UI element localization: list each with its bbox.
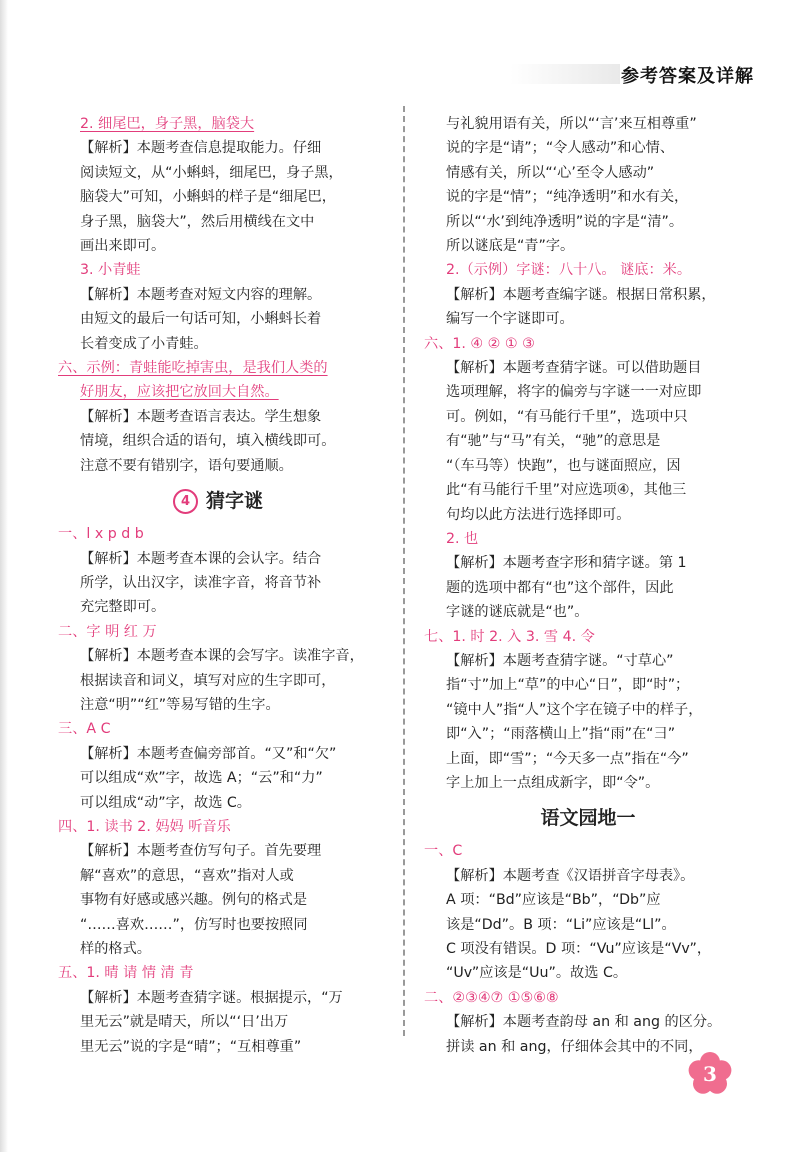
right-column (424, 112, 752, 1059)
text-line: 情感有关，所以“‘心’至令人感动” (446, 164, 655, 181)
page-edge-shadow (0, 0, 8, 1152)
answer-line (58, 522, 378, 546)
answer-line (58, 620, 378, 644)
answer-text: 一、l x p d b (58, 526, 144, 543)
explanation-paragraph (424, 864, 752, 986)
text-line: 指“寸”加上“草”的中心“日”，即“时”； (446, 677, 690, 694)
text-line: 所以“‘水’到纯净透明”说的字是“清”。 (446, 213, 684, 230)
text-line: 题的选项中都有“也”这个部件，因此 (446, 579, 674, 596)
text-line: 【解析】本题考查仿写句子。首先要理 (80, 843, 322, 860)
text-line: 长着变成了小青蛙。 (80, 335, 208, 352)
lesson-number-badge: 4 (173, 489, 198, 514)
text-line: 【解析】本题考查本课的会写字。读准字音， (80, 648, 364, 665)
explanation-paragraph (58, 986, 378, 1059)
text-line: 里无云”就是晴天，所以“‘日’出万 (80, 1014, 289, 1031)
text-line: 画出来即可。 (80, 238, 166, 255)
explanation-paragraph (58, 136, 378, 258)
answer-line (58, 961, 378, 985)
text-line: 【解析】本题考查信息提取能力。仔细 (80, 140, 322, 157)
answer-text: 2. 也 (446, 530, 479, 547)
answer-text: 六、示例：青蛙能吃掉害虫，是我们人类的 (58, 360, 328, 377)
text-line: 身子黑，脑袋大”，然后用横线在文中 (80, 213, 315, 230)
text-line: “（车马等）快跑”，也与谜面照应，因 (446, 457, 681, 474)
answer-text: 一、C (424, 843, 463, 860)
text-line: 上面，即“雪”；“今天多一点”指在“今” (446, 750, 689, 767)
section-heading (58, 488, 378, 514)
answer-text: 三、A C (58, 721, 111, 738)
answer-line (424, 986, 752, 1010)
answer-text: 四、1. 读书 2. 妈妈 听音乐 (58, 818, 231, 835)
explanation-paragraph (424, 112, 752, 258)
explanation-paragraph (58, 644, 378, 717)
text-line: 样的格式。 (80, 941, 151, 957)
text-line: 【解析】本题考查本课的会认字。结合 (80, 550, 322, 567)
text-line: 说的字是“情”；“纯净透明”和水有关， (446, 189, 689, 206)
answer-line (424, 625, 752, 649)
text-line: 【解析】本题考查韵母 an 和 ang 的区分。 (446, 1014, 722, 1031)
explanation-paragraph (58, 405, 378, 478)
text-line: 脑袋大”可知，小蝌蚪的样子是“细尾巴， (80, 189, 336, 206)
text-line: 【解析】本题考查猜字谜。“寸草心” (446, 652, 674, 669)
answer-line (424, 527, 752, 551)
text-line: “Uv”应该是“Uu”。故选 C。 (446, 965, 628, 982)
text-line: 【解析】本题考查猜字谜。根据提示，“万 (80, 989, 343, 1006)
text-line: “镜中人”指“人”这个字在镜子中的样子， (446, 701, 703, 718)
explanation-paragraph (424, 649, 752, 795)
section-heading (424, 805, 752, 831)
text-line: 里无云”说的字是“晴”；“互相尊重” (80, 1038, 302, 1055)
answer-line (58, 112, 378, 136)
text-line: 【解析】本题考查《汉语拼音字母表》。 (446, 867, 695, 884)
answer-line (58, 717, 378, 741)
text-line: 【解析】本题考查编字谜。根据日常积累， (446, 286, 716, 303)
header-decoration (510, 64, 620, 84)
text-line: 【解析】本题考查对短文内容的理解。 (80, 286, 322, 303)
answer-text: 五、1. 晴 请 情 清 青 (58, 965, 194, 982)
text-line: 选项理解，将字的偏旁与字谜一一对应即 (446, 384, 702, 401)
explanation-paragraph (424, 356, 752, 527)
answer-line (424, 839, 752, 863)
answer-text: 二、字 明 红 万 (58, 623, 157, 640)
text-line: 与礼貌用语有关，所以“‘言’来互相尊重” (446, 116, 697, 132)
text-line: 【解析】本题考查偏旁部首。“又”和“欠” (80, 745, 337, 762)
answer-line (58, 815, 378, 839)
text-line: 即“入”；“雨落横山上”指“雨”在“彐” (446, 726, 676, 743)
text-line: 该是“Dd”。B 项：“Li”应该是“Ll”。 (446, 916, 676, 933)
text-line: 拼读 an 和 ang，仔细体会其中的不同， (446, 1038, 703, 1055)
text-line: 此“有马能行千里”对应选项④，其他三 (446, 482, 687, 499)
text-line: 【解析】本题考查猜字谜。可以借助题目 (446, 360, 702, 377)
text-line: A 项：“Bd”应该是“Bb”，“Db”应 (446, 892, 661, 909)
explanation-paragraph (424, 551, 752, 624)
text-line: “……喜欢……”，仿写时也要按照同 (80, 916, 308, 933)
page-number: 3 (703, 1062, 717, 1086)
explanation-paragraph (58, 283, 378, 356)
answer-text: 2. 细尾巴，身子黑，脑袋大 (80, 116, 255, 132)
text-line: 事物有好感或感兴趣。例句的格式是 (80, 892, 308, 909)
answer-text: 二、②③④⑦ ①⑤⑥⑧ (424, 989, 559, 1006)
answer-text: 好朋友，应该把它放回大自然。 (80, 384, 279, 401)
explanation-paragraph (424, 283, 752, 332)
text-line: 可以组成“动”字，故选 C。 (80, 794, 251, 811)
text-line: 根据读音和词义，填写对应的生字即可， (80, 672, 336, 689)
answer-text: 七、1. 时 2. 入 3. 雪 4. 令 (424, 628, 595, 645)
answer-text: 3. 小青蛙 (80, 262, 141, 279)
text-line: 可。例如，“有马能行千里”，选项中只 (446, 408, 688, 425)
header-title: 参考答案及详解 (621, 66, 754, 87)
text-line: 【解析】本题考查字形和猜字谜。第 1 (446, 555, 687, 572)
text-line: 有“驰”与“马”有关，“驰”的意思是 (446, 433, 661, 450)
text-line: 所学，认出汉字，读准字音，将音节补 (80, 574, 322, 591)
answer-line (424, 258, 752, 282)
text-line: 【解析】本题考查语言表达。学生想象 (80, 408, 322, 425)
section-heading-text: 猜字谜 (205, 490, 263, 513)
text-line: 情境，组织合适的语句，填入横线即可。 (80, 433, 336, 450)
column-divider (403, 106, 405, 1036)
text-line: 所以谜底是“青”字。 (446, 238, 575, 255)
text-line: 解“喜欢”的意思，“喜欢”指对人或 (80, 867, 294, 884)
text-line: 编写一个字谜即可。 (446, 311, 574, 328)
answer-text: 六、1. ④ ② ① ③ (424, 335, 535, 352)
text-line: 字上加上一点组成新字，即“令”。 (446, 774, 660, 791)
explanation-paragraph (58, 839, 378, 961)
text-line: 阅读短文，从“小蝌蚪，细尾巴，身子黑， (80, 164, 343, 181)
explanation-paragraph (58, 742, 378, 815)
answer-line (58, 356, 378, 380)
section-heading-text: 语文园地一 (540, 807, 636, 830)
text-line: 由短文的最后一句话可知，小蝌蚪长着 (80, 311, 322, 328)
text-line: 注意不要有错别字，语句要通顺。 (80, 457, 293, 474)
text-line: 注意“明”“红”等易写错的生字。 (80, 696, 280, 713)
answer-line (58, 258, 378, 282)
explanation-paragraph (58, 547, 378, 620)
text-line: 字谜的谜底就是“也”。 (446, 604, 589, 621)
answer-line (58, 380, 378, 404)
text-line: 说的字是“请”；“令人感动”和心情、 (446, 140, 675, 157)
answer-text: 2.（示例）字谜：八十八。 谜底：米。 (446, 262, 692, 279)
answer-line (424, 332, 752, 356)
text-line: 句均以此方法进行选择即可。 (446, 506, 631, 523)
text-line: C 项没有错误。D 项：“Vu”应该是“Vv”， (446, 941, 712, 957)
text-line: 可以组成“欢”字，故选 A；“云”和“力” (80, 770, 323, 787)
left-column (58, 112, 378, 1059)
text-line: 充完整即可。 (80, 599, 166, 616)
